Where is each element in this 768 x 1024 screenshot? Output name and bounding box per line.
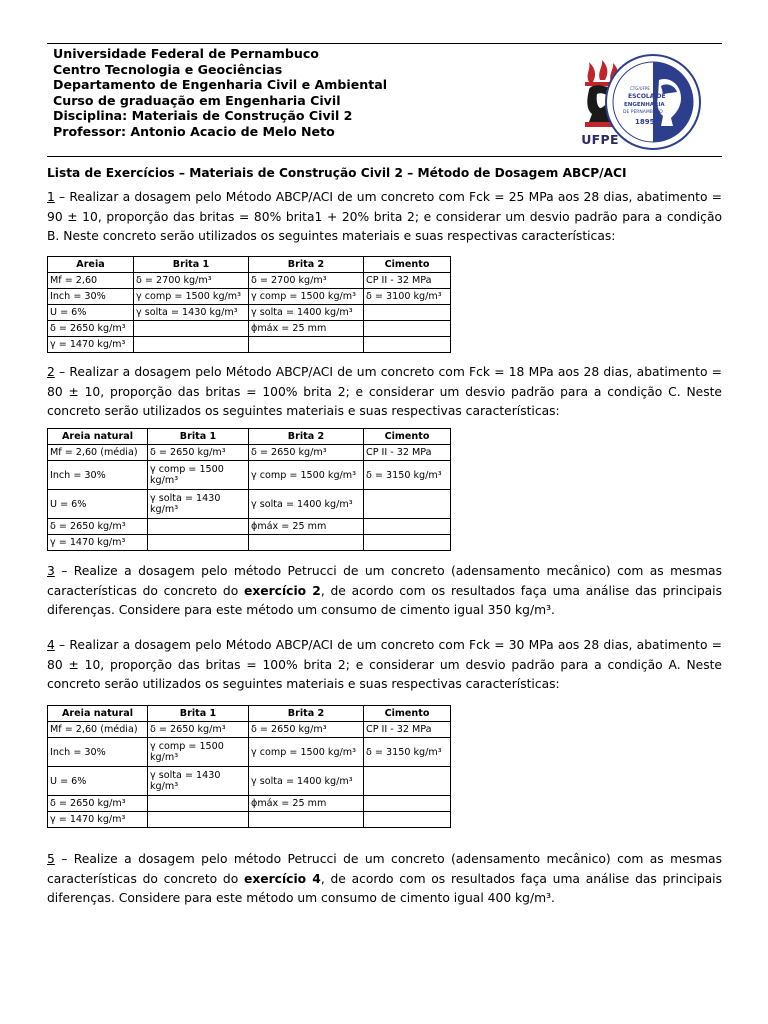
table-cell: U = 6%	[48, 305, 134, 321]
table-cell: δ = 2700 kg/m³	[134, 273, 249, 289]
table-cell: Inch = 30%	[48, 738, 148, 767]
table-row	[48, 722, 451, 738]
exercise-reference: exercício 4	[244, 871, 321, 886]
table-row	[48, 445, 451, 461]
table-cell	[364, 796, 451, 812]
table-cell: γ = 1470 kg/m³	[48, 812, 148, 828]
exercise-5	[47, 850, 722, 909]
exercise-text: – Realizar a dosagem pelo Método ABCP/ACI de um concreto com Fck = 25 MPa aos 28 dias, abatimento = 90 ± 10, proporção das britas = 80% brita1 + 20% brita 2; e considerar um desvio padrão para a condição B. Neste concreto serão utilizados os seguintes materiais e suas respectivas características:	[47, 190, 722, 243]
table-cell: γ comp = 1500 kg/m³	[148, 738, 249, 767]
seal-school-text: ESCOLA DE	[628, 93, 666, 100]
table-cell	[148, 519, 249, 535]
header-professor: Professor: Antonio Acacio de Melo Neto	[53, 123, 335, 139]
table-row	[48, 461, 451, 490]
ufpe-logo-text: UFPE	[581, 132, 619, 147]
table-cell	[249, 337, 364, 353]
table-header-cell: Brita 1	[148, 706, 249, 722]
table-cell	[364, 321, 451, 337]
table-row	[48, 535, 451, 551]
header-center: Centro Tecnologia e Geociências	[53, 61, 283, 77]
table-cell: γ solta = 1430 kg/m³	[148, 490, 249, 519]
table-cell: γ comp = 1500 kg/m³	[148, 461, 249, 490]
exercise-text: – Realizar a dosagem pelo Método ABCP/ACI de um concreto com Fck = 18 MPa aos 28 dias, abatimento = 80 ± 10, proporção das britas = 100% brita 2; e considerar um desvio padrão para a condição C. Neste concreto serão utilizados os seguintes materiais e suas respectivas características:	[47, 365, 722, 418]
table-cell: Inch = 30%	[48, 461, 148, 490]
seal-engineering-text: ENGENHARIA	[624, 102, 665, 108]
table-cell: ϕmáx = 25 mm	[249, 519, 364, 535]
table-cell: γ = 1470 kg/m³	[48, 535, 148, 551]
table-cell	[249, 535, 364, 551]
table-row	[48, 289, 451, 305]
table-header-row	[48, 429, 451, 445]
table-cell: γ solta = 1400 kg/m³	[249, 767, 364, 796]
seal-ctg-text: CTG/UFPE	[630, 86, 650, 91]
exercise-1	[47, 188, 722, 247]
table-cell: γ comp = 1500 kg/m³	[134, 289, 249, 305]
document-header	[47, 43, 722, 157]
exercise-number: 4	[47, 638, 55, 652]
exercise-number: 5	[47, 852, 55, 866]
table-cell	[134, 337, 249, 353]
table-row	[48, 812, 451, 828]
exercise-text: , de acordo com os resultados faça uma análise das principais diferenças. Considere para este método um consumo de cimento igual 400 kg/m³.	[47, 871, 722, 905]
table-cell: γ solta = 1430 kg/m³	[134, 305, 249, 321]
exercise-3	[47, 562, 722, 621]
table-cell: γ solta = 1400 kg/m³	[249, 305, 364, 321]
table-cell: δ = 2650 kg/m³	[249, 445, 364, 461]
table-cell	[134, 321, 249, 337]
table-cell: Inch = 30%	[48, 289, 134, 305]
header-course: Curso de graduação em Engenharia Civil	[53, 92, 341, 108]
table-header-row	[48, 257, 451, 273]
table-header-cell: Cimento	[364, 429, 451, 445]
header-discipline: Disciplina: Materiais de Construção Civil 2	[53, 108, 353, 123]
table-row	[48, 490, 451, 519]
table-row	[48, 337, 451, 353]
table-header-cell: Brita 2	[249, 429, 364, 445]
table-header-cell: Brita 2	[249, 257, 364, 273]
table-cell: ϕmáx = 25 mm	[249, 796, 364, 812]
exercise-4	[47, 636, 722, 695]
table-cell: Mf = 2,60 (média)	[48, 445, 148, 461]
table-cell: δ = 2650 kg/m³	[48, 519, 148, 535]
header-university: Universidade Federal de Pernambuco	[53, 46, 319, 61]
exercise-reference: exercício 2	[244, 583, 321, 598]
table-cell: δ = 3150 kg/m³	[364, 738, 451, 767]
table-cell	[364, 519, 451, 535]
table-cell	[364, 305, 451, 321]
table-cell	[364, 535, 451, 551]
seal-pernambuco-text: DE PERNAMBUCO	[623, 110, 663, 115]
table-cell: γ comp = 1500 kg/m³	[249, 738, 364, 767]
table-header-cell: Brita 1	[134, 257, 249, 273]
table-cell: δ = 2650 kg/m³	[48, 321, 134, 337]
table-cell: δ = 2700 kg/m³	[249, 273, 364, 289]
table-header-cell: Areia natural	[48, 429, 148, 445]
table-row	[48, 305, 451, 321]
table-cell: ϕmáx = 25 mm	[249, 321, 364, 337]
table-header-cell: Cimento	[364, 257, 451, 273]
exercise-number: 2	[47, 365, 55, 379]
exercise-number: 3	[47, 564, 55, 578]
engineering-school-seal-icon	[603, 52, 703, 152]
table-cell: U = 6%	[48, 490, 148, 519]
exercise-text: – Realize a dosagem pelo método Petrucci de um concreto (adensamento mecânico) com as mesmas características do concreto do	[47, 852, 722, 886]
table-cell	[148, 812, 249, 828]
table-header-cell: Cimento	[364, 706, 451, 722]
table-row	[48, 519, 451, 535]
header-department: Departamento de Engenharia Civil e Ambiental	[53, 77, 388, 92]
table-cell: U = 6%	[48, 767, 148, 796]
institution-lines	[53, 46, 387, 139]
table-cell: γ comp = 1500 kg/m³	[249, 289, 364, 305]
materials-table-1	[47, 256, 451, 353]
table-cell: δ = 2650 kg/m³	[249, 722, 364, 738]
table-cell: Mf = 2,60 (média)	[48, 722, 148, 738]
table-cell: γ = 1470 kg/m³	[48, 337, 134, 353]
materials-table-2	[47, 428, 451, 551]
table-cell: CP II - 32 MPa	[364, 273, 451, 289]
table-cell: δ = 3150 kg/m³	[364, 461, 451, 490]
table-cell: δ = 2650 kg/m³	[48, 796, 148, 812]
page-title: Lista de Exercícios – Materiais de Construção Civil 2 – Método de Dosagem ABCP/ACI	[47, 166, 627, 180]
table-cell	[364, 337, 451, 353]
exercise-text: – Realize a dosagem pelo método Petrucci de um concreto (adensamento mecânico) com as mesmas características do concreto do	[47, 564, 722, 598]
table-cell: γ solta = 1430 kg/m³	[148, 767, 249, 796]
table-cell: CP II - 32 MPa	[364, 722, 451, 738]
table-cell	[364, 490, 451, 519]
table-header-cell: Areia natural	[48, 706, 148, 722]
exercise-text: , de acordo com os resultados faça uma análise das principais diferenças. Considere para este método um consumo de cimento igual 350 kg/m³.	[47, 583, 722, 617]
table-cell	[364, 767, 451, 796]
table-header-cell: Brita 1	[148, 429, 249, 445]
table-cell: γ solta = 1400 kg/m³	[249, 490, 364, 519]
table-cell	[249, 812, 364, 828]
table-cell: δ = 2650 kg/m³	[148, 722, 249, 738]
table-row	[48, 738, 451, 767]
table-cell: γ comp = 1500 kg/m³	[249, 461, 364, 490]
table-header-cell: Areia	[48, 257, 134, 273]
table-cell: δ = 2650 kg/m³	[148, 445, 249, 461]
exercise-2	[47, 363, 722, 422]
table-cell	[148, 796, 249, 812]
table-cell	[364, 812, 451, 828]
table-cell: CP II - 32 MPa	[364, 445, 451, 461]
table-row	[48, 796, 451, 812]
table-row	[48, 321, 451, 337]
exercise-text: – Realizar a dosagem pelo Método ABCP/ACI de um concreto com Fck = 30 MPa aos 28 dias, abatimento = 80 ± 10, proporção das britas = 100% brita 2; e considerar um desvio padrão para a condição A. Neste concreto serão utilizados os seguintes materiais e suas respectivas características:	[47, 638, 722, 691]
table-cell: Mf = 2,60	[48, 273, 134, 289]
materials-table-4	[47, 705, 451, 828]
table-row	[48, 767, 451, 796]
table-header-row	[48, 706, 451, 722]
table-cell: δ = 3100 kg/m³	[364, 289, 451, 305]
table-cell	[148, 535, 249, 551]
table-header-cell: Brita 2	[249, 706, 364, 722]
exercise-number: 1	[47, 190, 55, 204]
table-row	[48, 273, 451, 289]
seal-year-text: 1895	[635, 118, 655, 126]
